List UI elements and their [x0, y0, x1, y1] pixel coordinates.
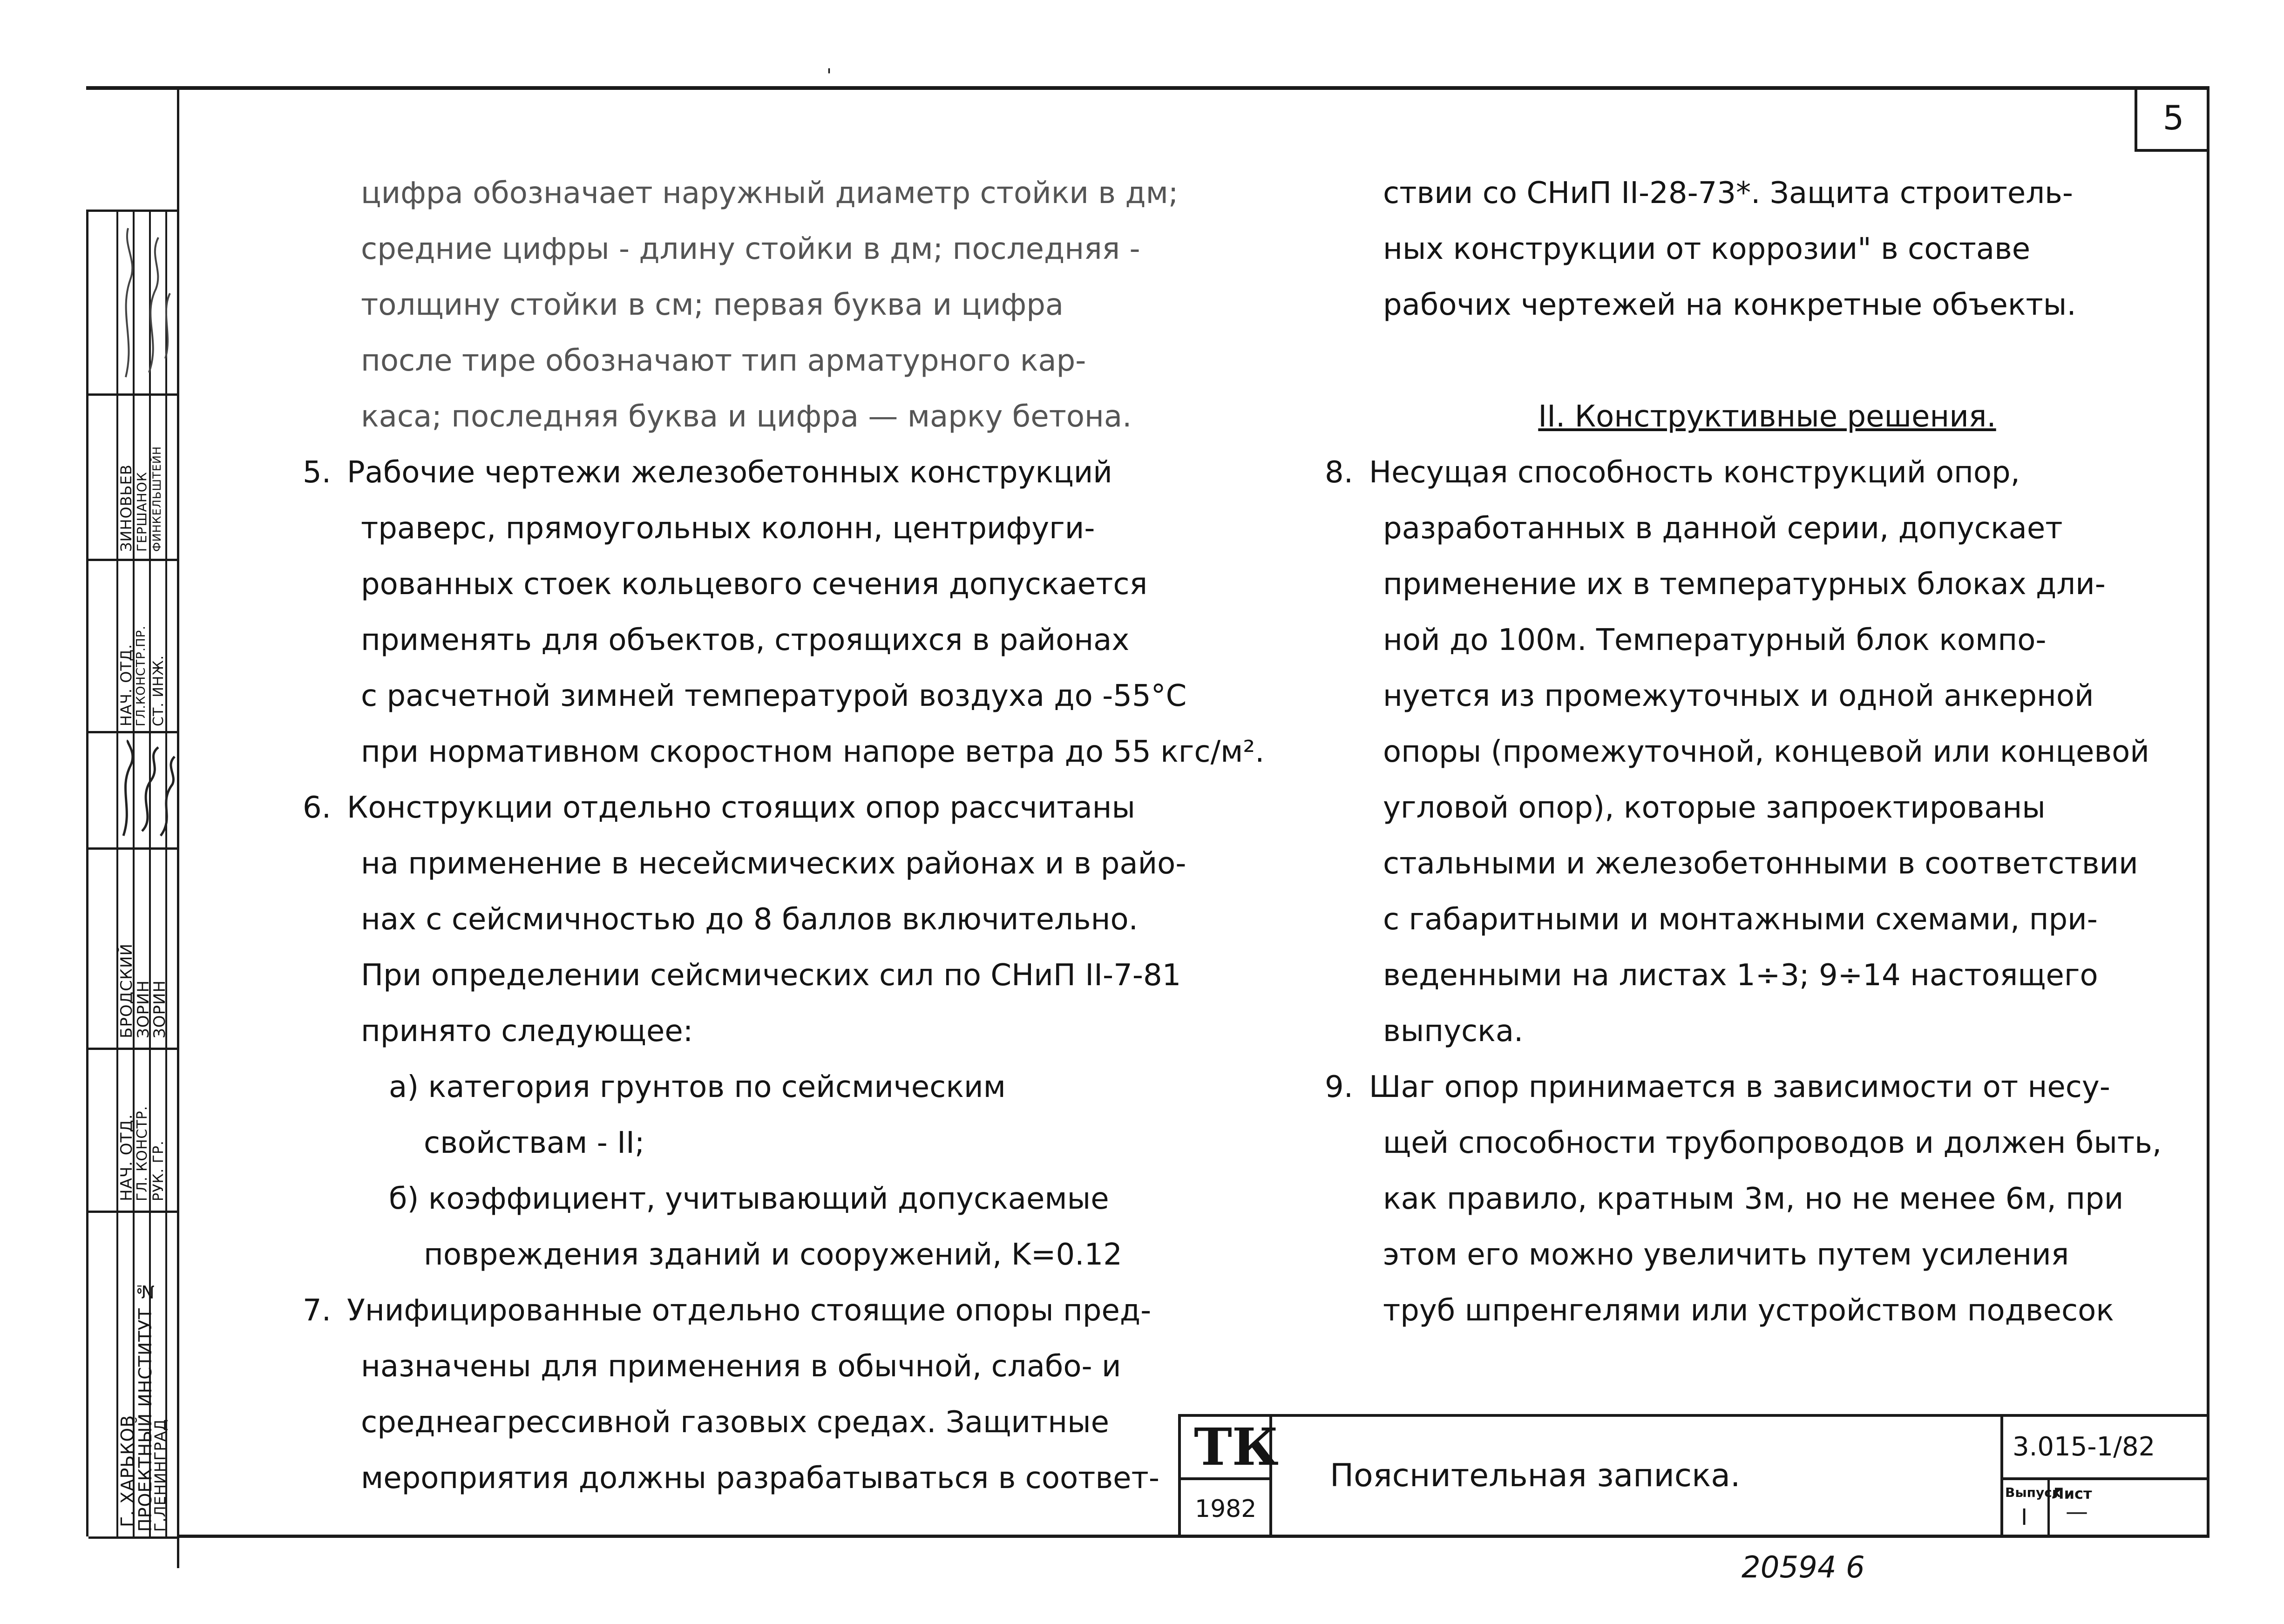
right-column-line	[1325, 724, 2209, 780]
line-text: Унифицированные отдельно стоящие опоры пред-	[347, 1293, 1152, 1328]
line-text: II. Конструктивные решения.	[1538, 399, 1996, 434]
stamp-name: ЗОРИН	[150, 980, 169, 1038]
line-text: каса; последняя буква и цифра — марку бетона.	[361, 399, 1132, 434]
right-column-line	[1325, 165, 2209, 221]
issue-cell	[2000, 1477, 2061, 1538]
right-column-line	[1325, 892, 2209, 947]
line-text: применять для объектов, строящихся в районах	[361, 623, 1130, 657]
left-column-line	[303, 556, 1234, 612]
left-column-line	[303, 724, 1265, 780]
line-text: толщину стойки в см; первая буква и цифра	[361, 288, 1064, 322]
left-column-line	[303, 1059, 1234, 1115]
line-text: щей способности трубопроводов и должен быть,	[1383, 1126, 2162, 1160]
line-text: траверс, прямоугольных колонн, центрифуги-	[361, 511, 1095, 546]
right-column-line	[1325, 445, 2209, 501]
signature-scribble	[114, 738, 179, 845]
right-column-line	[1325, 501, 2209, 556]
left-column-line	[303, 221, 1234, 277]
right-column-line	[1325, 1171, 2209, 1227]
paragraph-number: 9.	[1325, 1070, 1354, 1104]
stamp-row-line	[88, 210, 179, 212]
line-text: При определении сейсмических сил по СНиП II-7-81	[361, 958, 1181, 993]
page-number-box	[2135, 86, 2209, 152]
line-text: Конструкции отдельно стоящих опор рассчитаны	[347, 791, 1136, 825]
line-text: как правило, кратным 3м, но не менее 6м, при	[1383, 1182, 2124, 1216]
line-text: а) категория грунтов по сейсмическим	[389, 1070, 1006, 1104]
line-text: разработанных в данной серии, допускает	[1383, 511, 2063, 546]
scan-mark: '	[827, 65, 832, 87]
stamp-row-line	[88, 1211, 179, 1213]
line-text: рованных стоек кольцевого сечения допускается	[361, 567, 1148, 602]
stamp-name: БРОДСКИЙ	[117, 943, 136, 1038]
issue-value: I	[2021, 1504, 2028, 1530]
left-column-line	[303, 1450, 1234, 1506]
line-text: средние цифры - длину стойки в дм; последняя -	[361, 232, 1140, 266]
year-cell	[1178, 1477, 1272, 1538]
stamp-role: НАЧ. ОТД.	[117, 643, 135, 726]
right-column-line	[1325, 221, 2209, 277]
paragraph-number: 7.	[303, 1293, 332, 1328]
right-column-line	[1325, 668, 2209, 724]
left-column-line	[303, 892, 1234, 947]
page-number: 5	[2162, 98, 2184, 137]
approval-stamp	[86, 210, 179, 1536]
stamp-row-line	[88, 731, 179, 733]
line-text: после тире обозначают тип арматурного кар-	[361, 344, 1086, 378]
line-text: среднеагрессивной газовых средах. Защитные	[361, 1405, 1109, 1440]
line-text: ной до 100м. Температурный блок компо-	[1383, 623, 2047, 657]
stamp-role: ГЛ. КОНСТР.	[134, 1105, 150, 1201]
right-column-line	[1325, 947, 2209, 1003]
left-column-line	[303, 501, 1234, 556]
line-text: нуется из промежуточных и одной анкерной	[1383, 679, 2094, 713]
sheet-cell	[2047, 1477, 2209, 1538]
stamp-name: ЗОРИН	[134, 980, 153, 1038]
left-column-line	[303, 389, 1234, 445]
right-column-line	[1325, 780, 2209, 836]
line-text: этом его можно увеличить путем усиления	[1383, 1238, 2069, 1272]
stamp-name: ЗИНОВЬЕВ	[117, 464, 135, 552]
right-column-line	[1325, 1003, 2209, 1059]
title-block	[1178, 1414, 2209, 1538]
stamp-row-line	[88, 393, 179, 396]
right-column-line	[1325, 1227, 2209, 1283]
line-text: нах с сейсмичностью до 8 баллов включительно.	[361, 902, 1138, 937]
line-text: ных конструкции от коррозии" в составе	[1383, 232, 2031, 266]
line-text: веденными на листах 1÷3; 9÷14 настоящего	[1383, 958, 2098, 993]
line-text: труб шпренгелями или устройством подвесок	[1383, 1293, 2114, 1328]
left-column-line	[303, 668, 1234, 724]
line-text: Несущая способность конструкций опор,	[1369, 455, 2020, 490]
stamp-role: НАЧ. ОТД.	[117, 1114, 136, 1201]
left-column-line	[303, 1115, 1234, 1171]
stamp-row-line	[88, 559, 179, 561]
archive-number: 20594 6	[1742, 1550, 1865, 1585]
year: 1982	[1195, 1495, 1257, 1523]
right-column-line	[1325, 389, 2209, 445]
issue-label: Выпуск	[2005, 1485, 2061, 1500]
sheet-frame-top	[86, 86, 2209, 90]
right-column-line	[1325, 612, 2209, 668]
stamp-city: Г.ЛЕНИНГРАД	[151, 1419, 169, 1532]
line-text: свойствам - II;	[424, 1126, 645, 1160]
paragraph-number: 6.	[303, 791, 332, 825]
line-text: Шаг опор принимается в зависимости от несу-	[1369, 1070, 2110, 1104]
line-text: с габаритными и монтажными схемами, при-	[1383, 902, 2098, 937]
line-text: б) коэффициент, учитывающий допускаемые	[389, 1182, 1109, 1216]
left-column-line	[303, 780, 1234, 836]
logo-cell	[1178, 1417, 1279, 1477]
title-cell	[1269, 1417, 2000, 1535]
left-column-line	[303, 836, 1234, 892]
left-column-line	[303, 1339, 1234, 1394]
line-text: назначены для применения в обычной, слабо- и	[361, 1349, 1121, 1384]
paragraph-number: 8.	[1325, 455, 1354, 490]
series-code: 3.015-1/82	[2013, 1432, 2155, 1462]
stamp-role: РУК. ГР.	[150, 1140, 167, 1201]
right-column-line	[1325, 1059, 2209, 1115]
sheet-value: —	[2066, 1499, 2088, 1525]
stamp-role: ГЛ.КОНСТР.ПР.	[134, 625, 148, 726]
stamp-city: Г. ХАРЬКОВ	[117, 1414, 138, 1527]
line-text: принято следующее:	[361, 1014, 693, 1049]
left-column-line	[303, 1171, 1234, 1227]
left-column-line	[303, 612, 1234, 668]
right-column-line	[1325, 1115, 2209, 1171]
left-column-line	[303, 445, 1234, 501]
line-text: угловой опор), которые запроектированы	[1383, 791, 2046, 825]
line-text: опоры (промежуточной, концевой или концевой	[1383, 735, 2149, 769]
stamp-role: СТ. ИНЖ.	[150, 655, 167, 726]
stamp-row-line	[88, 1048, 179, 1050]
signature-scribble	[116, 219, 177, 386]
document-title: Пояснительная записка.	[1330, 1457, 1741, 1494]
right-column-line	[1325, 556, 2209, 612]
line-text: с расчетной зимней температурой воздуха до -55°C	[361, 679, 1187, 713]
stamp-row-line	[88, 1536, 179, 1539]
left-column-line	[303, 165, 1234, 221]
line-text: при нормативном скоростном напоре ветра до 55 кгс/м².	[361, 735, 1265, 769]
sheet-label: Лист	[2052, 1485, 2092, 1502]
line-text: на применение в несейсмических районах и в райо-	[361, 846, 1186, 881]
right-column-line	[1325, 1283, 2209, 1339]
right-column-line	[1325, 836, 2209, 892]
line-text: повреждения зданий и сооружений, K=0.12	[424, 1238, 1122, 1272]
paragraph-number: 5.	[303, 455, 332, 490]
left-column-line	[303, 947, 1234, 1003]
left-column-line	[303, 1283, 1234, 1339]
line-text: применение их в температурных блоках дли-	[1383, 567, 2106, 602]
line-text: цифра обозначает наружный диаметр стойки в дм;	[361, 176, 1179, 210]
right-text-column	[1325, 165, 2209, 1339]
stamp-row-line	[88, 847, 179, 850]
code-cell	[2000, 1417, 2209, 1477]
line-text: рабочих чертежей на конкретные объекты.	[1383, 288, 2076, 322]
line-text: стальными и железобетонными в соответствии	[1383, 846, 2138, 881]
stamp-organization: ПРОЕКТНЫЙ ИНСТИТУТ №	[135, 1280, 156, 1532]
left-column-line	[303, 1394, 1234, 1450]
right-column-line	[1325, 277, 2209, 333]
line-text: выпуска.	[1383, 1014, 1524, 1049]
right-column-line	[1325, 333, 2209, 389]
left-column-line	[303, 1227, 1234, 1283]
line-text: ствии со СНиП II-28-73*. Защита строитель-	[1383, 176, 2073, 210]
stamp-name: ФИНКЕЛЬШТЕЙН	[150, 446, 163, 552]
left-column-line	[303, 277, 1234, 333]
left-column-line	[303, 333, 1234, 389]
tk-logo: ТК	[1194, 1417, 1279, 1477]
left-column-line	[303, 1003, 1234, 1059]
stamp-name: ГЕРШАНОК	[134, 472, 149, 552]
line-text: Рабочие чертежи железобетонных конструкций	[347, 455, 1112, 490]
line-text: мероприятия должны разрабатываться в соответ-	[361, 1461, 1159, 1495]
